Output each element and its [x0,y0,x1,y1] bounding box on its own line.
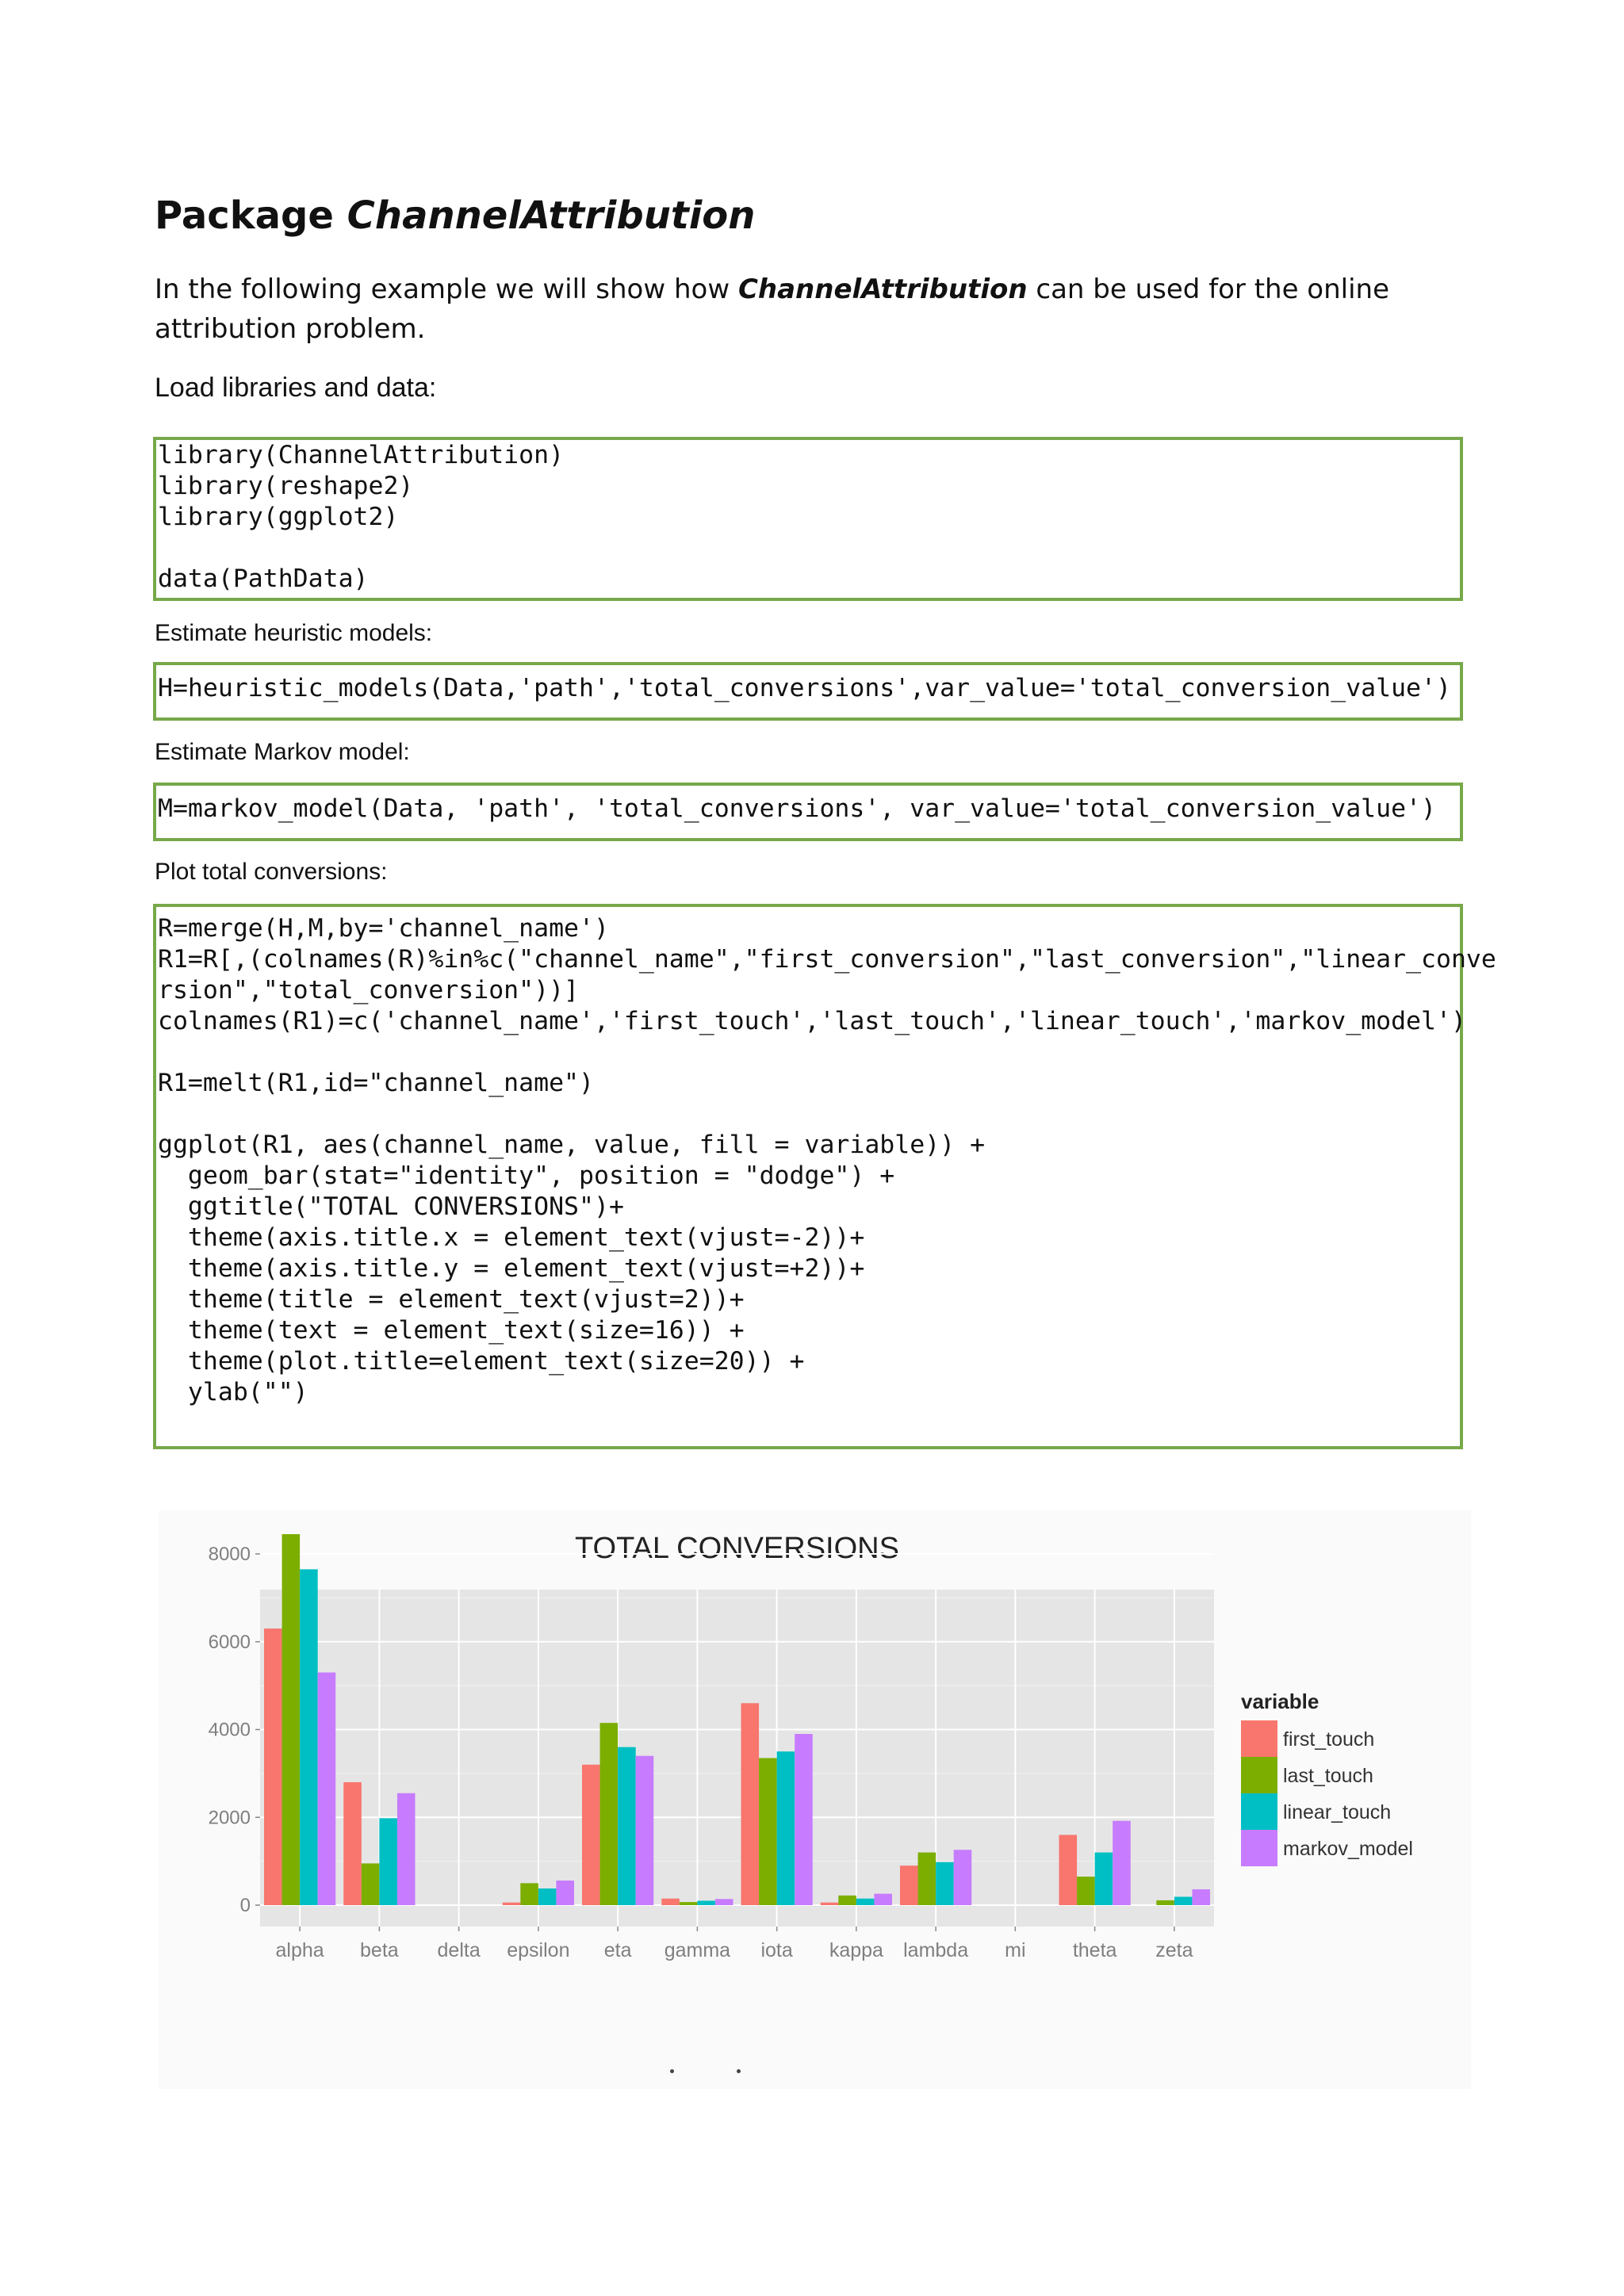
chart-title: TOTAL CONVERSIONS [575,1532,899,1565]
legend-label: last_touch [1283,1765,1373,1787]
bar [1095,1853,1113,1905]
section-label-heuristic: Estimate heuristic models: [155,620,433,646]
bar [777,1751,795,1905]
bar [362,1863,380,1905]
bar [1059,1835,1078,1905]
stray-dot [670,2069,674,2073]
total-conversions-chart [159,1510,1471,2089]
bar [520,1883,538,1905]
y-tick-label: 6000 [208,1631,251,1653]
chart-container [159,1510,1471,2089]
code-block-markov [153,783,1463,841]
y-tick-label: 2000 [208,1807,251,1829]
bar [1113,1821,1131,1905]
intro-text-1: In the following example we will show how [155,274,738,305]
x-tick-label: alpha [275,1939,324,1961]
intro-text-2: can be used for the online attribution problem. [155,274,1390,345]
x-tick-label: zeta [1155,1939,1193,1961]
bar [936,1862,954,1905]
bar [318,1673,336,1905]
x-tick-label: beta [360,1939,399,1961]
legend-swatch [1241,1793,1277,1830]
bar [538,1888,557,1905]
x-tick-label: epsilon [507,1939,570,1961]
section-label-markov: Estimate Markov model: [155,739,410,765]
x-tick-label: mi [1005,1939,1026,1961]
bar [874,1894,892,1905]
intro-package-name: ChannelAttribution [737,274,1028,305]
bar [856,1899,875,1905]
x-tick-label: lambda [903,1939,969,1961]
bar [1077,1877,1095,1905]
y-tick-label: 8000 [208,1544,251,1565]
bar [1192,1889,1210,1905]
bar [264,1628,282,1905]
title-prefix: Package [155,193,347,238]
title-package-name: ChannelAttribution [347,193,756,238]
bar [715,1899,733,1905]
x-tick-label: kappa [829,1939,883,1961]
bar [503,1903,521,1905]
page-title [155,193,755,238]
stray-dot [737,2069,741,2073]
bar [636,1756,654,1905]
bar [600,1723,619,1905]
bar [379,1818,397,1905]
legend-label: markov_model [1283,1838,1413,1860]
bar [821,1903,839,1905]
intro-paragraph [155,270,1455,349]
bar [900,1866,918,1905]
legend-swatch [1241,1720,1277,1757]
bar [661,1899,680,1905]
legend-swatch [1241,1757,1277,1793]
bar [282,1534,301,1905]
bar [954,1850,972,1905]
bar [582,1765,600,1905]
legend-title: variable [1241,1689,1320,1713]
code-text: R=merge(H,M,by='channel_name') R1=R[,(colnames(R)%in%c("channel_name","first_conversion","last_conversion","linear_conve rsion","total_conversion"))] colnames(R1)=c('channel_name','first_touch','last_touch','linear_touch','markov_model') R1=melt(R1,id="channel_name") ggplot(R1, aes(channel_name, value, fill = variable)) + geom_bar(stat="identity", position = "dodge") + ggtitle("TOTAL CONVERSIONS")+ theme(axis.title.x = element_text(vjust=-2))+ theme(axis.title.y = element_text(vjust=+2))+ theme(title = element_text(vjust=2))+ theme(text = element_text(size=16)) + theme(plot.title=element_text(size=20)) + ylab("") [158,914,1496,1406]
y-tick-label: 0 [239,1895,251,1916]
section-label-load: Load libraries and data: [155,373,437,403]
legend-label: first_touch [1283,1728,1375,1751]
code-text: H=heuristic_models(Data,'path','total_conversions',var_value='total_conversion_value') [158,674,1451,702]
bar [680,1902,698,1905]
bar [343,1782,362,1905]
bar [795,1734,813,1905]
code-block-load [153,437,1463,601]
x-tick-label: iota [760,1939,793,1961]
section-label-plot: Plot total conversions: [155,859,388,885]
x-tick-label: eta [603,1939,632,1961]
bar [838,1896,856,1905]
legend-swatch [1241,1830,1277,1866]
legend-label: linear_touch [1283,1801,1392,1823]
x-tick-label: gamma [664,1939,731,1961]
bar [300,1569,318,1905]
bar [1156,1900,1174,1905]
y-tick-label: 4000 [208,1719,251,1741]
bar [759,1758,777,1905]
bar [918,1853,936,1905]
bar [618,1747,636,1905]
code-block-heuristic [153,662,1463,721]
bar [397,1793,416,1905]
bar [741,1703,760,1905]
bar [556,1881,574,1905]
code-text: library(ChannelAttribution) library(reshape2) library(ggplot2) data(PathData) [158,441,565,593]
x-tick-label: delta [437,1939,481,1961]
x-tick-label: theta [1072,1939,1117,1961]
bar [1174,1896,1193,1905]
code-text: M=markov_model(Data, 'path', 'total_conversions', var_value='total_conversion_value') [158,794,1436,823]
code-block-plot [153,904,1496,1449]
bar [697,1900,715,1905]
